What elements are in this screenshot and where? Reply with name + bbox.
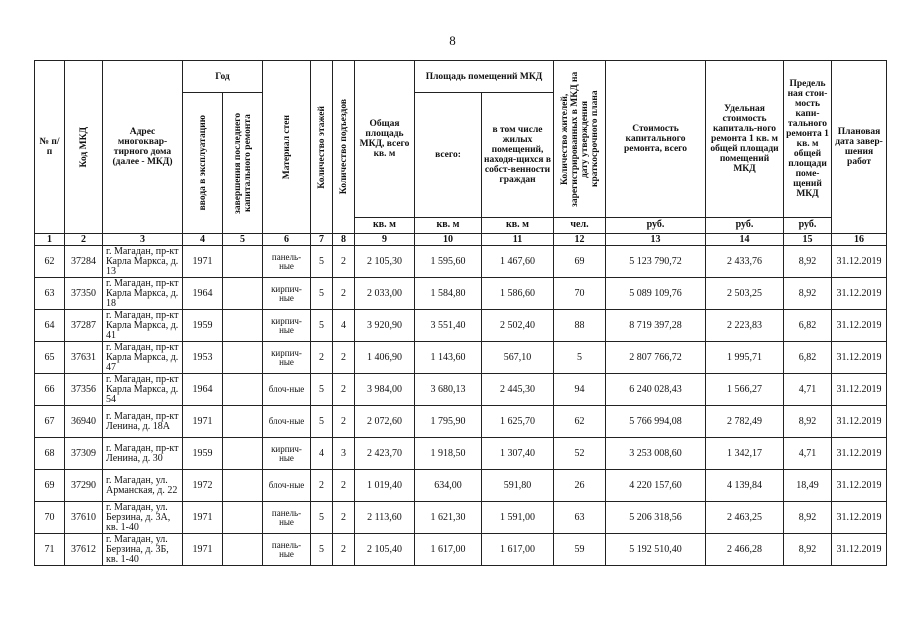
cell-wall: панель-ные xyxy=(263,502,311,534)
column-number: 10 xyxy=(415,234,482,246)
cell-premises-total: 3 551,40 xyxy=(415,310,482,342)
cell-cost: 5 192 510,40 xyxy=(606,534,706,566)
cell-premises-total: 1 795,90 xyxy=(415,406,482,438)
cell-premises-res: 567,10 xyxy=(482,342,554,374)
cell-address: г. Магадан, ул. Арманская, д. 22 xyxy=(103,470,183,502)
cell-cost: 5 766 994,08 xyxy=(606,406,706,438)
cell-floors: 4 xyxy=(311,438,333,470)
cell-num: 67 xyxy=(35,406,65,438)
cell-total-area: 1 019,40 xyxy=(355,470,415,502)
column-number: 14 xyxy=(706,234,784,246)
cell-address: г. Магадан, пр-кт Ленина, д. 30 xyxy=(103,438,183,470)
cell-cost: 5 123 790,72 xyxy=(606,246,706,278)
cell-floors: 2 xyxy=(311,342,333,374)
cell-cost: 3 253 008,60 xyxy=(606,438,706,470)
cell-num: 62 xyxy=(35,246,65,278)
cell-entrances: 2 xyxy=(333,502,355,534)
cell-premises-res: 591,80 xyxy=(482,470,554,502)
cell-date: 31.12.2019 xyxy=(832,470,887,502)
header-premises-residential: в том числе жилых помещений, находя-щихся в собст-венности граждан xyxy=(482,93,554,218)
cell-floors: 2 xyxy=(311,470,333,502)
cell-cost: 8 719 397,28 xyxy=(606,310,706,342)
header-entrances: Количество подъездов xyxy=(333,61,355,234)
header-wall-material: Материал стен xyxy=(263,61,311,234)
unit-premises-total: кв. м xyxy=(415,217,482,233)
table-row xyxy=(35,534,887,566)
cell-num: 64 xyxy=(35,310,65,342)
cell-residents: 59 xyxy=(554,534,606,566)
cell-total-area: 2 105,30 xyxy=(355,246,415,278)
header-residents: Количество жителей, зарегистрированных в МКД на дату утверждения краткосрочного плана xyxy=(554,61,606,218)
cell-entrances: 4 xyxy=(333,310,355,342)
header-unit-cost: Удельная стоимость капиталь-ного ремонта 1 кв. м общей площади помещений МКД xyxy=(706,61,784,218)
cell-residents: 63 xyxy=(554,502,606,534)
cell-repair-year xyxy=(223,534,263,566)
cell-unit-cost: 2 223,83 xyxy=(706,310,784,342)
cell-unit-cost: 2 463,25 xyxy=(706,502,784,534)
cell-date: 31.12.2019 xyxy=(832,406,887,438)
cell-premises-total: 1 584,80 xyxy=(415,278,482,310)
cell-cost: 2 807 766,72 xyxy=(606,342,706,374)
unit-unit-cost: руб. xyxy=(706,217,784,233)
cell-max-cost: 8,92 xyxy=(784,246,832,278)
cell-premises-total: 1 143,60 xyxy=(415,342,482,374)
cell-floors: 5 xyxy=(311,502,333,534)
cell-unit-cost: 1 342,17 xyxy=(706,438,784,470)
cell-entrances: 2 xyxy=(333,470,355,502)
cell-unit-cost: 2 782,49 xyxy=(706,406,784,438)
header-premises-total: всего: xyxy=(415,93,482,218)
unit-repair-cost: руб. xyxy=(606,217,706,233)
cell-residents: 70 xyxy=(554,278,606,310)
cell-entrances: 2 xyxy=(333,534,355,566)
cell-year: 1971 xyxy=(183,406,223,438)
cell-cost: 5 206 318,56 xyxy=(606,502,706,534)
table-row xyxy=(35,470,887,502)
cell-total-area: 2 113,60 xyxy=(355,502,415,534)
column-number: 15 xyxy=(784,234,832,246)
cell-max-cost: 6,82 xyxy=(784,342,832,374)
table-row xyxy=(35,438,887,470)
cell-floors: 5 xyxy=(311,278,333,310)
table-header xyxy=(35,61,887,246)
cell-repair-year xyxy=(223,438,263,470)
column-number: 7 xyxy=(311,234,333,246)
cell-premises-res: 1 586,60 xyxy=(482,278,554,310)
table-row xyxy=(35,342,887,374)
cell-address: г. Магадан, пр-кт Ленина, д. 18А xyxy=(103,406,183,438)
cell-residents: 26 xyxy=(554,470,606,502)
cell-entrances: 2 xyxy=(333,278,355,310)
cell-repair-year xyxy=(223,246,263,278)
cell-code: 37631 xyxy=(65,342,103,374)
cell-address: г. Магадан, пр-кт Карла Маркса, д. 13 xyxy=(103,246,183,278)
cell-wall: панель-ные xyxy=(263,534,311,566)
cell-cost: 5 089 109,76 xyxy=(606,278,706,310)
cell-code: 37356 xyxy=(65,374,103,406)
cell-total-area: 3 984,00 xyxy=(355,374,415,406)
unit-max-cost: руб. xyxy=(784,217,832,233)
cell-wall: кирпич-ные xyxy=(263,438,311,470)
cell-address: г. Магадан, пр-кт Карла Маркса, д. 54 xyxy=(103,374,183,406)
cell-premises-res: 1 617,00 xyxy=(482,534,554,566)
column-number: 5 xyxy=(223,234,263,246)
cell-repair-year xyxy=(223,406,263,438)
column-number: 16 xyxy=(832,234,887,246)
cell-entrances: 3 xyxy=(333,438,355,470)
cell-total-area: 2 072,60 xyxy=(355,406,415,438)
cell-address: г. Магадан, пр-кт Карла Маркса, д. 18 xyxy=(103,278,183,310)
column-number: 9 xyxy=(355,234,415,246)
cell-date: 31.12.2019 xyxy=(832,310,887,342)
cell-floors: 5 xyxy=(311,246,333,278)
cell-address: г. Магадан, пр-кт Карла Маркса, д. 41 xyxy=(103,310,183,342)
cell-repair-year xyxy=(223,278,263,310)
cell-floors: 5 xyxy=(311,534,333,566)
header-code: Код МКД xyxy=(65,61,103,234)
column-number: 13 xyxy=(606,234,706,246)
cell-repair-year xyxy=(223,502,263,534)
cell-date: 31.12.2019 xyxy=(832,534,887,566)
header-max-cost: Предель ная стои-мость капи-тального ремонта 1 кв. м общей площади поме-щений МКД xyxy=(784,61,832,218)
cell-wall: кирпич-ные xyxy=(263,278,311,310)
header-num: № п/п xyxy=(35,61,65,234)
cell-entrances: 2 xyxy=(333,406,355,438)
cell-max-cost: 8,92 xyxy=(784,278,832,310)
cell-code: 37309 xyxy=(65,438,103,470)
cell-code: 37350 xyxy=(65,278,103,310)
cell-year: 1971 xyxy=(183,502,223,534)
cell-code: 37287 xyxy=(65,310,103,342)
cell-repair-year xyxy=(223,374,263,406)
cell-year: 1964 xyxy=(183,374,223,406)
cell-wall: блоч-ные xyxy=(263,374,311,406)
header-planned-date: Плановая дата завер-шения работ xyxy=(832,61,887,234)
cell-wall: блоч-ные xyxy=(263,406,311,438)
cell-date: 31.12.2019 xyxy=(832,342,887,374)
cell-premises-res: 1 307,40 xyxy=(482,438,554,470)
column-number: 4 xyxy=(183,234,223,246)
cell-entrances: 2 xyxy=(333,342,355,374)
page-number: 8 xyxy=(449,33,456,48)
cell-residents: 94 xyxy=(554,374,606,406)
cell-premises-total: 1 918,50 xyxy=(415,438,482,470)
cell-num: 65 xyxy=(35,342,65,374)
cell-num: 71 xyxy=(35,534,65,566)
cell-total-area: 2 105,40 xyxy=(355,534,415,566)
cell-max-cost: 4,71 xyxy=(784,374,832,406)
cell-unit-cost: 4 139,84 xyxy=(706,470,784,502)
cell-year: 1971 xyxy=(183,246,223,278)
cell-total-area: 1 406,90 xyxy=(355,342,415,374)
repair-plan-table xyxy=(34,60,887,566)
cell-unit-cost: 2 433,76 xyxy=(706,246,784,278)
cell-premises-total: 1 621,30 xyxy=(415,502,482,534)
cell-repair-year xyxy=(223,470,263,502)
table-row xyxy=(35,406,887,438)
cell-year: 1964 xyxy=(183,278,223,310)
cell-num: 63 xyxy=(35,278,65,310)
cell-date: 31.12.2019 xyxy=(832,374,887,406)
header-address: Адрес многоквар-тирного дома (далее - МКД) xyxy=(103,61,183,234)
cell-premises-total: 1 595,60 xyxy=(415,246,482,278)
cell-residents: 69 xyxy=(554,246,606,278)
column-number: 2 xyxy=(65,234,103,246)
cell-date: 31.12.2019 xyxy=(832,246,887,278)
cell-year: 1953 xyxy=(183,342,223,374)
cell-unit-cost: 1 995,71 xyxy=(706,342,784,374)
cell-max-cost: 6,82 xyxy=(784,310,832,342)
cell-wall: кирпич-ные xyxy=(263,310,311,342)
header-floors: Количество этажей xyxy=(311,61,333,234)
cell-residents: 62 xyxy=(554,406,606,438)
table-row xyxy=(35,246,887,278)
cell-year: 1972 xyxy=(183,470,223,502)
cell-unit-cost: 2 466,28 xyxy=(706,534,784,566)
cell-entrances: 2 xyxy=(333,374,355,406)
column-number: 6 xyxy=(263,234,311,246)
cell-num: 69 xyxy=(35,470,65,502)
cell-premises-total: 3 680,13 xyxy=(415,374,482,406)
cell-repair-year xyxy=(223,342,263,374)
cell-address: г. Магадан, пр-кт Карла Маркса, д. 47 xyxy=(103,342,183,374)
cell-code: 37284 xyxy=(65,246,103,278)
cell-premises-res: 1 467,60 xyxy=(482,246,554,278)
cell-floors: 5 xyxy=(311,374,333,406)
column-number: 1 xyxy=(35,234,65,246)
cell-code: 37612 xyxy=(65,534,103,566)
cell-max-cost: 8,92 xyxy=(784,406,832,438)
column-number-row xyxy=(35,234,887,246)
cell-year: 1959 xyxy=(183,438,223,470)
header-year-commission: ввода в эксплуатацию xyxy=(183,93,223,234)
cell-unit-cost: 2 503,25 xyxy=(706,278,784,310)
cell-residents: 52 xyxy=(554,438,606,470)
header-total-area: Общая площадь МКД, всего кв. м xyxy=(355,61,415,218)
cell-premises-res: 1 591,00 xyxy=(482,502,554,534)
cell-total-area: 2 423,70 xyxy=(355,438,415,470)
cell-residents: 5 xyxy=(554,342,606,374)
cell-num: 66 xyxy=(35,374,65,406)
cell-floors: 5 xyxy=(311,406,333,438)
cell-year: 1971 xyxy=(183,534,223,566)
cell-premises-res: 1 625,70 xyxy=(482,406,554,438)
cell-date: 31.12.2019 xyxy=(832,278,887,310)
cell-max-cost: 4,71 xyxy=(784,438,832,470)
header-premises-area: Площадь помещений МКД xyxy=(415,61,554,93)
cell-wall: кирпич-ные xyxy=(263,342,311,374)
header-year-group: Год xyxy=(183,61,263,93)
cell-wall: блоч-ные xyxy=(263,470,311,502)
cell-code: 37290 xyxy=(65,470,103,502)
cell-cost: 4 220 157,60 xyxy=(606,470,706,502)
cell-year: 1959 xyxy=(183,310,223,342)
cell-entrances: 2 xyxy=(333,246,355,278)
column-number: 3 xyxy=(103,234,183,246)
cell-residents: 88 xyxy=(554,310,606,342)
cell-num: 70 xyxy=(35,502,65,534)
table-row xyxy=(35,502,887,534)
column-number: 8 xyxy=(333,234,355,246)
cell-premises-res: 2 502,40 xyxy=(482,310,554,342)
cell-premises-total: 634,00 xyxy=(415,470,482,502)
cell-date: 31.12.2019 xyxy=(832,502,887,534)
cell-address: г. Магадан, ул. Берзина, д. 3Б, кв. 1-40 xyxy=(103,534,183,566)
unit-premises-residential: кв. м xyxy=(482,217,554,233)
cell-floors: 5 xyxy=(311,310,333,342)
column-number: 12 xyxy=(554,234,606,246)
cell-wall: панель-ные xyxy=(263,246,311,278)
cell-num: 68 xyxy=(35,438,65,470)
table-body xyxy=(35,246,887,566)
cell-max-cost: 8,92 xyxy=(784,502,832,534)
cell-repair-year xyxy=(223,310,263,342)
cell-max-cost: 8,92 xyxy=(784,534,832,566)
column-number: 11 xyxy=(482,234,554,246)
unit-total-area: кв. м xyxy=(355,217,415,233)
unit-residents: чел. xyxy=(554,217,606,233)
cell-max-cost: 18,49 xyxy=(784,470,832,502)
cell-code: 37610 xyxy=(65,502,103,534)
cell-total-area: 3 920,90 xyxy=(355,310,415,342)
cell-premises-total: 1 617,00 xyxy=(415,534,482,566)
header-year-last-repair: завершения последнего капитального ремонта xyxy=(223,93,263,234)
table-row xyxy=(35,278,887,310)
cell-address: г. Магадан, ул. Берзина, д. 3А, кв. 1-40 xyxy=(103,502,183,534)
table-row xyxy=(35,310,887,342)
cell-total-area: 2 033,00 xyxy=(355,278,415,310)
table-row xyxy=(35,374,887,406)
header-repair-cost: Стоимость капитального ремонта, всего xyxy=(606,61,706,218)
cell-date: 31.12.2019 xyxy=(832,438,887,470)
cell-cost: 6 240 028,43 xyxy=(606,374,706,406)
cell-premises-res: 2 445,30 xyxy=(482,374,554,406)
cell-unit-cost: 1 566,27 xyxy=(706,374,784,406)
cell-code: 36940 xyxy=(65,406,103,438)
